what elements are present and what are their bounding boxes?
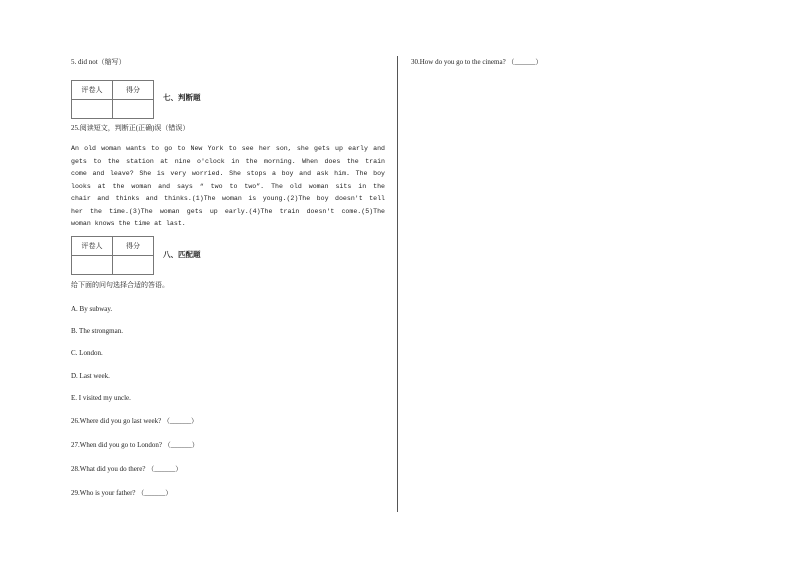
score-cell[interactable] — [113, 100, 154, 119]
option-d: D. Last week. — [71, 372, 110, 380]
section-8-title: 八、匹配题 — [163, 250, 201, 259]
score-label: 得分 — [113, 81, 154, 100]
reviewer-cell[interactable] — [72, 100, 113, 119]
passage-line: An old woman wants to go to New York to see her son, she gets up early and — [71, 145, 385, 152]
score-table-8 — [71, 236, 154, 275]
option-e: E. I visited my uncle. — [71, 394, 131, 402]
match-instruction: 给下面的问句选择合适的答语。 — [71, 281, 169, 289]
option-b: B. The strongman. — [71, 327, 123, 335]
reviewer-cell[interactable] — [72, 256, 113, 275]
reviewer-label: 评卷人 — [72, 237, 113, 256]
passage-line: woman knows the time at last. — [71, 220, 186, 227]
column-divider — [397, 56, 398, 512]
question-28: 28.What did you do there? （______） — [71, 465, 183, 473]
score-table-7 — [71, 80, 154, 119]
option-c: C. London. — [71, 349, 103, 357]
question-26: 26.Where did you go last week? （______） — [71, 417, 198, 425]
reading-passage — [71, 143, 385, 231]
passage-line: come and leave? She is very worried. She stops a boy and ask him. The boy — [71, 170, 385, 177]
reviewer-label: 评卷人 — [72, 81, 113, 100]
question-27: 27.When did you go to London? （______） — [71, 441, 199, 449]
question-30: 30.How do you go to the cinema? （______） — [411, 58, 543, 66]
score-cell[interactable] — [113, 256, 154, 275]
section-7-title: 七、判断题 — [163, 93, 201, 102]
passage-line: looks at the woman and says “ two to two”. The old woman sits in the — [71, 182, 385, 190]
question-25-instruction: 25.阅读短文，判断正(正确)误（错误） — [71, 124, 190, 132]
passage-line: gets to the station at nine o'clock in the morning. When does the train — [71, 157, 385, 165]
question-5: 5. did not（缩写） — [71, 58, 126, 66]
passage-line: her the time.(3)The woman gets up early.(4)The train doesn't come.(5)The — [71, 207, 385, 215]
score-label: 得分 — [113, 237, 154, 256]
passage-line: chair and thinks and thinks.(1)The woman is young.(2)The boy doesn't tell — [71, 195, 385, 202]
option-a: A. By subway. — [71, 305, 113, 313]
question-29: 29.Who is your father? （______） — [71, 489, 173, 497]
